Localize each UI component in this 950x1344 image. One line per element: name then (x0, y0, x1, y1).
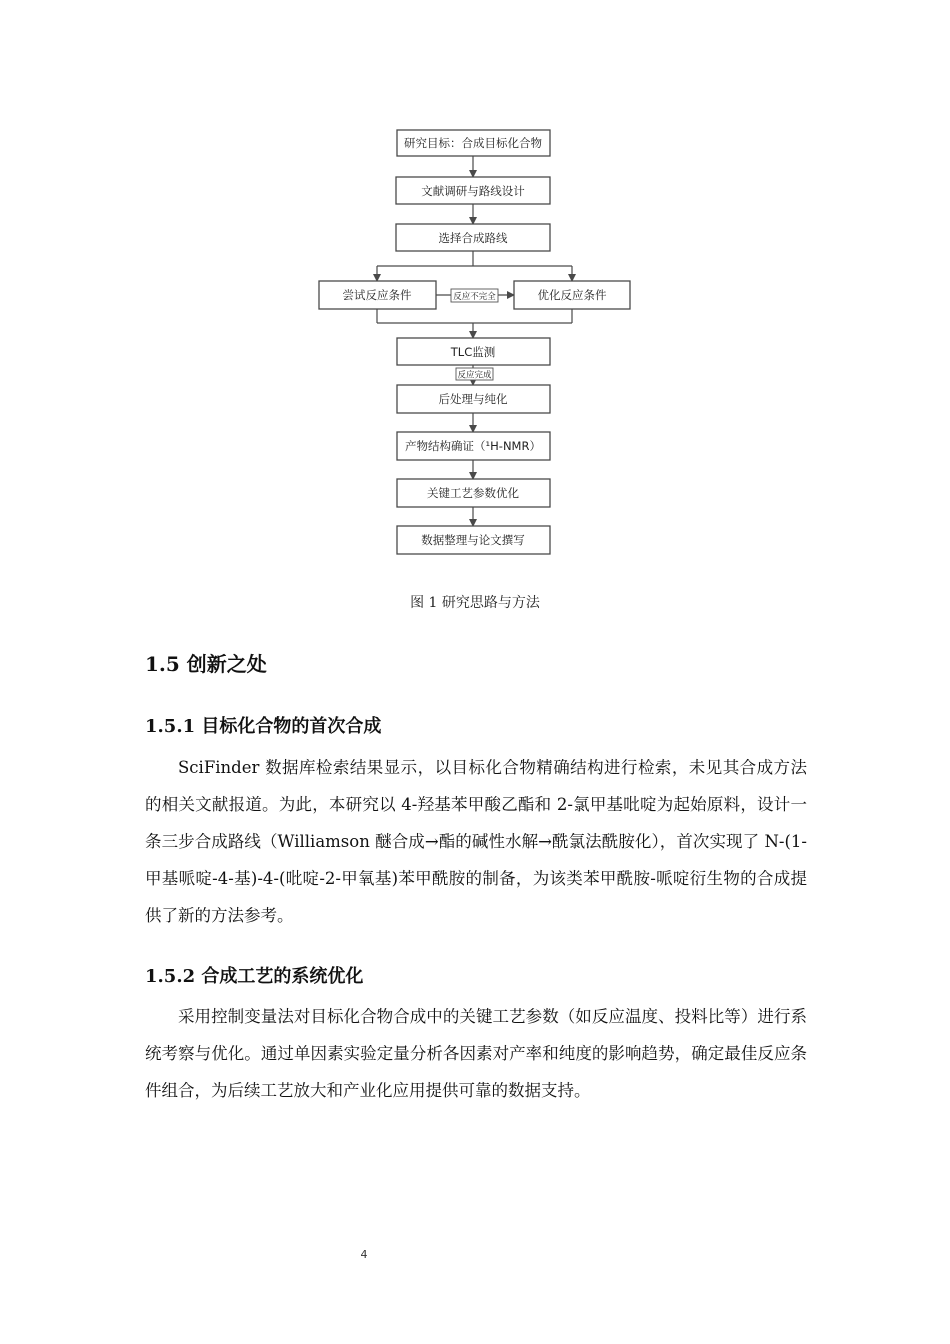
node-optimize-conditions-label: 优化反应条件 (537, 288, 607, 302)
node-parameter-optimization (397, 479, 550, 507)
edge-label-incomplete (451, 289, 498, 302)
node-optimize-conditions (514, 281, 630, 309)
node-research-goal (397, 130, 550, 156)
figure-caption: 图 1 研究思路与方法 (410, 595, 540, 611)
node-tlc-monitor-label: TLC监测 (450, 345, 496, 359)
node-data-writing-label: 数据整理与论文撰写 (421, 533, 525, 547)
section-title: 1.5 创新之处 (145, 652, 267, 676)
node-try-conditions (319, 281, 436, 309)
node-select-route (396, 224, 550, 251)
node-try-conditions-label: 尝试反应条件 (342, 288, 412, 302)
node-literature-review (396, 177, 550, 204)
node-research-goal-label: 研究目标：合成目标化合物 (404, 136, 542, 150)
research-flowchart (0, 0, 950, 580)
node-tlc-monitor (397, 338, 550, 365)
node-data-writing (397, 526, 550, 554)
edge-label-incomplete-text: 反应不完全 (453, 292, 496, 302)
node-parameter-optimization-label: 关键工艺参数优化 (427, 486, 519, 500)
node-structure-confirm-label: 产物结构确证（¹H-NMR） (405, 439, 541, 453)
page-number: 4 (360, 1248, 368, 1261)
node-select-route-label: 选择合成路线 (438, 231, 508, 245)
edge-label-complete-text: 反应完成 (457, 370, 492, 381)
node-workup-purification-label: 后处理与纯化 (438, 392, 508, 406)
paragraph-process-optimization: 采用控制变量法对目标化合物合成中的关键工艺参数（如反应温度、投料比等）进行系统考察与优化。通过单因素实验定量分析各因素对产率和纯度的影响趋势，确定最佳反应条件组合，为后续工艺放大和产业化应用提供可靠的数据支持。 (145, 1007, 807, 1100)
node-structure-confirm (397, 432, 550, 460)
paragraph-first-synthesis: SciFinder 数据库检索结果显示，以目标化合物精确结构进行检索，未见其合成方法的相关文献报道。为此，本研究以 4-羟基苯甲酸乙酯和 2-氯甲基吡啶为起始原料，设计一条三步合成路线（Williamson 醚合成→酯的碱性水解→酰氯法酰胺化），首次实现了 N-(1-甲基哌啶-4-基)-4-(吡啶-2-甲氧基)苯甲酰胺的制备，为该类苯甲酰胺-哌啶衍生物的合成提供了新的方法参考。 (145, 758, 807, 925)
subsection-title-first-synthesis: 1.5.1 目标化合物的首次合成 (145, 716, 382, 737)
node-workup-purification (397, 385, 550, 413)
edge-label-complete (456, 368, 493, 381)
subsection-title-process-optimization: 1.5.2 合成工艺的系统优化 (145, 966, 364, 987)
node-literature-review-label: 文献调研与路线设计 (421, 184, 525, 198)
